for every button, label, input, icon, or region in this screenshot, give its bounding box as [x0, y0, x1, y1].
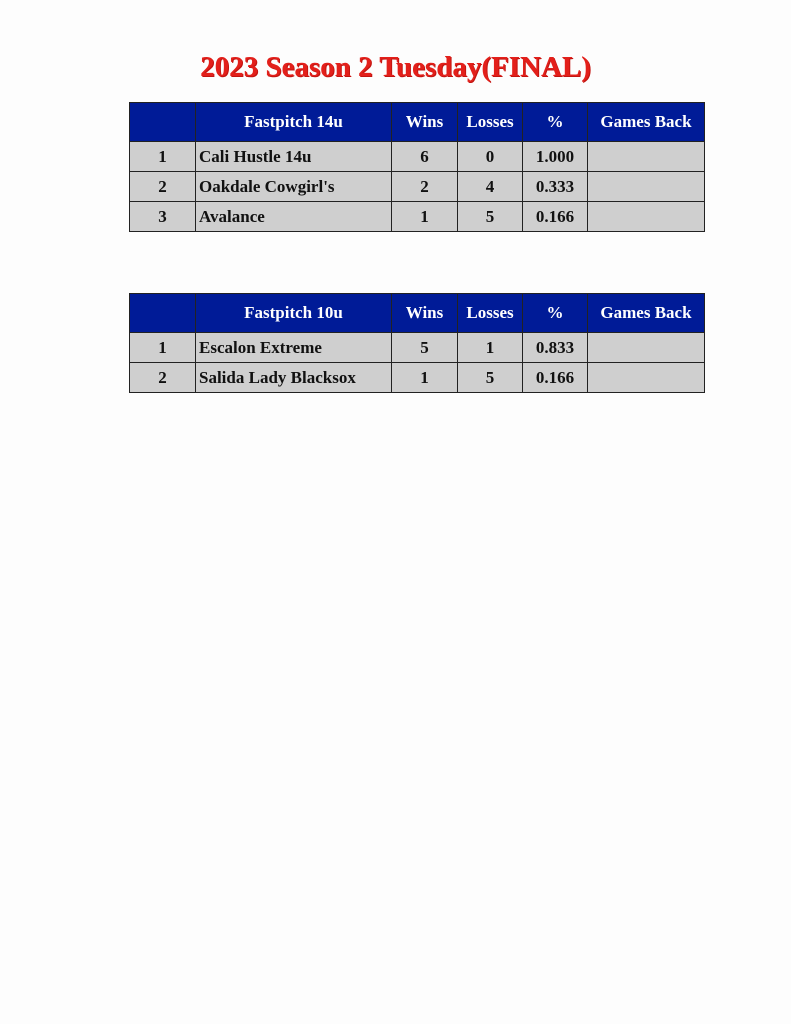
rank-cell: 1: [130, 142, 196, 172]
games-back-cell: [588, 202, 705, 232]
wins-cell: 1: [392, 363, 458, 393]
pct-cell: 1.000: [523, 142, 588, 172]
team-cell: Avalance: [196, 202, 392, 232]
wins-cell: 5: [392, 333, 458, 363]
table-row: [130, 363, 705, 393]
table-row: [130, 172, 705, 202]
wins-header: Wins: [392, 294, 458, 333]
pct-header: %: [523, 294, 588, 333]
games-back-cell: [588, 172, 705, 202]
pct-cell: 0.333: [523, 172, 588, 202]
standings-table-14u: [129, 102, 705, 232]
pct-cell: 0.833: [523, 333, 588, 363]
games-back-header: Games Back: [588, 103, 705, 142]
losses-cell: 1: [458, 333, 523, 363]
losses-header: Losses: [458, 103, 523, 142]
table-row: [130, 333, 705, 363]
losses-header: Losses: [458, 294, 523, 333]
team-cell: Oakdale Cowgirl's: [196, 172, 392, 202]
losses-cell: 5: [458, 202, 523, 232]
rank-cell: 2: [130, 172, 196, 202]
rank-header: [130, 103, 196, 142]
rank-header: [130, 294, 196, 333]
division-header: Fastpitch 10u: [196, 294, 392, 333]
wins-cell: 6: [392, 142, 458, 172]
table-row: [130, 202, 705, 232]
table-header-row: [130, 103, 705, 142]
games-back-cell: [588, 363, 705, 393]
pct-cell: 0.166: [523, 363, 588, 393]
pct-header: %: [523, 103, 588, 142]
team-cell: Escalon Extreme: [196, 333, 392, 363]
wins-cell: 1: [392, 202, 458, 232]
losses-cell: 0: [458, 142, 523, 172]
wins-cell: 2: [392, 172, 458, 202]
division-header: Fastpitch 14u: [196, 103, 392, 142]
losses-cell: 5: [458, 363, 523, 393]
rank-cell: 3: [130, 202, 196, 232]
pct-cell: 0.166: [523, 202, 588, 232]
table-header-row: [130, 294, 705, 333]
losses-cell: 4: [458, 172, 523, 202]
standings-table-10u: [129, 293, 705, 393]
games-back-cell: [588, 333, 705, 363]
rank-cell: 2: [130, 363, 196, 393]
games-back-cell: [588, 142, 705, 172]
rank-cell: 1: [130, 333, 196, 363]
team-cell: Cali Hustle 14u: [196, 142, 392, 172]
page-title: 2023 Season 2 Tuesday(FINAL): [200, 51, 591, 83]
games-back-header: Games Back: [588, 294, 705, 333]
team-cell: Salida Lady Blacksox: [196, 363, 392, 393]
wins-header: Wins: [392, 103, 458, 142]
table-row: [130, 142, 705, 172]
